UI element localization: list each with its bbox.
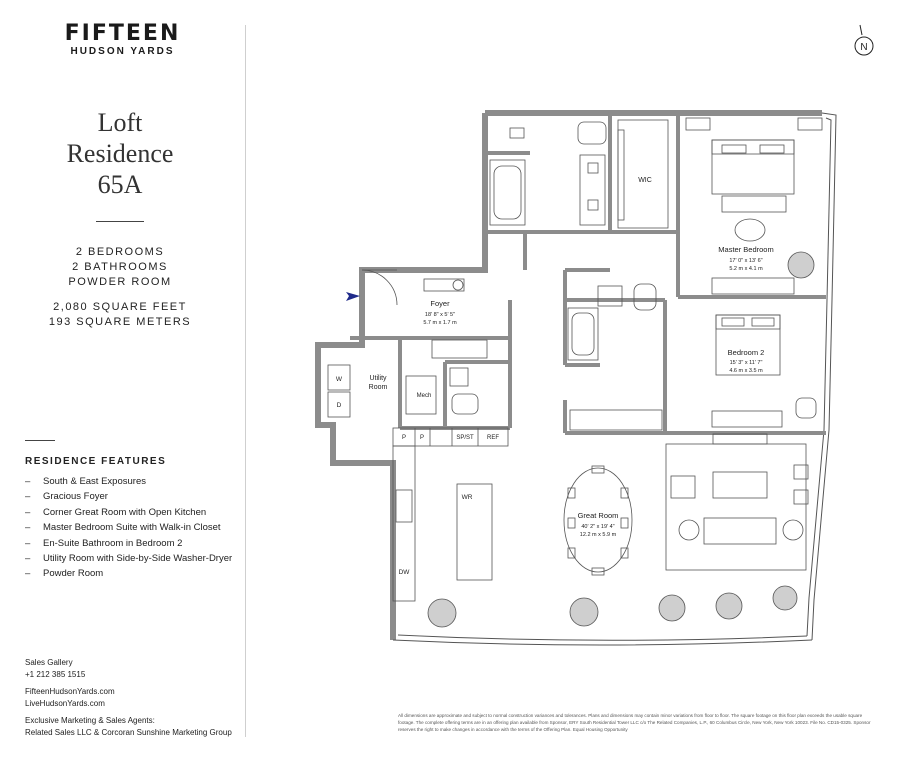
agents-names: Related Sales LLC & Corcoran Sunshine Marketing Group — [25, 728, 232, 737]
foyer-label: Foyer — [430, 299, 450, 308]
website-link-1[interactable]: FifteenHudsonYards.com — [25, 687, 115, 696]
feature-item: – Master Bedroom Suite with Walk-in Closet — [25, 522, 221, 534]
features-divider — [25, 440, 55, 441]
panel-divider — [245, 25, 246, 737]
feature-item: – South & East Exposures — [25, 476, 146, 487]
pantry-label: P — [401, 435, 407, 441]
sales-phone[interactable]: +1 212 385 1515 — [25, 670, 86, 679]
feature-item: – Corner Great Room with Open Kitchen — [25, 506, 207, 518]
washer-label: W — [335, 376, 343, 383]
brand-logo: FIFTEEN — [64, 21, 181, 46]
bedrooms-count: 2 BEDROOMS — [75, 246, 165, 258]
sales-gallery-label: Sales Gallery — [25, 658, 73, 667]
great-room-label: Great Room — [577, 511, 619, 520]
residence-title-line3: 65A — [97, 170, 143, 199]
svg-text:40' 2" x 19' 4": 40' 2" x 19' 4" — [581, 524, 615, 530]
svg-text:5.2 m x 4.1 m: 5.2 m x 4.1 m — [729, 266, 763, 272]
svg-text:18' 8" x 5' 5": 18' 8" x 5' 5" — [424, 312, 456, 318]
svg-text:5.7 m x 1.7 m: 5.7 m x 1.7 m — [423, 320, 457, 326]
bathrooms-count: 2 BATHROOMS — [72, 261, 168, 273]
mech-label: Mech — [416, 393, 432, 399]
compass-icon — [855, 25, 873, 55]
entry-arrow-icon — [346, 292, 360, 301]
entry-door[interactable] — [362, 270, 397, 305]
features-heading: RESIDENCE FEATURES — [25, 456, 167, 467]
bedroom-2-label: Bedroom 2 — [727, 348, 765, 357]
master-bedroom-label: Master Bedroom — [718, 245, 774, 254]
svg-text:15' 3" x 11' 7": 15' 3" x 11' 7" — [729, 360, 763, 366]
wr-label: WR — [461, 494, 473, 501]
utility-label: Utility — [369, 375, 387, 382]
feature-item: – Utility Room with Side-by-Side Washer-Dryer — [25, 553, 233, 565]
feature-item: – Gracious Foyer — [25, 491, 108, 503]
square-feet: 2,080 SQUARE FEET — [53, 301, 187, 313]
exterior-walls — [318, 113, 822, 640]
residence-title-line2: Residence — [66, 139, 174, 168]
floor-plan — [300, 20, 890, 660]
info-panel — [0, 0, 245, 760]
feature-item: – Powder Room — [25, 568, 104, 580]
agents-label: Exclusive Marketing & Sales Agents: — [25, 716, 155, 725]
brand-subtitle: HUDSON YARDS — [70, 46, 175, 57]
pantry-label: P — [419, 435, 425, 441]
spst-label: SP/ST — [456, 435, 474, 441]
square-meters: 193 SQUARE METERS — [48, 316, 192, 328]
title-divider — [96, 221, 144, 222]
legal-disclaimer: All dimensions are approximate and subject to normal construction variances and tolerances. Plans and dimensions may contain minor variations from floor to floor. The square footage on this floor plan exceeds the usable square footage. The complete offering terms are in an offering plan available from Sponsor, ERY South Residential Tower LLC c/o The Related Companies, L.P., 60 Columbus Circle, New York, New York 10023. File No. CD15-0325. Sponsor reserves the right to make changes in accordance with the terms of the Offering Plan. Equal Housing Opportunity — [398, 713, 871, 732]
dryer-label: D — [336, 402, 342, 409]
dw-label: DW — [398, 569, 410, 576]
planters — [428, 252, 814, 627]
website-link-2[interactable]: LiveHudsonYards.com — [25, 699, 105, 708]
ref-label: REF — [487, 435, 499, 441]
svg-text:12.2 m x 5.9 m: 12.2 m x 5.9 m — [579, 532, 617, 538]
svg-text:N: N — [860, 42, 868, 53]
wic-label: WIC — [638, 177, 652, 184]
svg-text:4.6 m x 3.5 m: 4.6 m x 3.5 m — [729, 368, 763, 374]
powder-room-label: POWDER ROOM — [68, 276, 172, 288]
feature-item: – En-Suite Bathroom in Bedroom 2 — [25, 537, 183, 549]
residence-title-line1: Loft — [97, 108, 143, 137]
svg-text:Room: Room — [368, 384, 388, 391]
features-list — [25, 474, 232, 582]
svg-text:17' 0" x 13' 6": 17' 0" x 13' 6" — [729, 258, 763, 264]
